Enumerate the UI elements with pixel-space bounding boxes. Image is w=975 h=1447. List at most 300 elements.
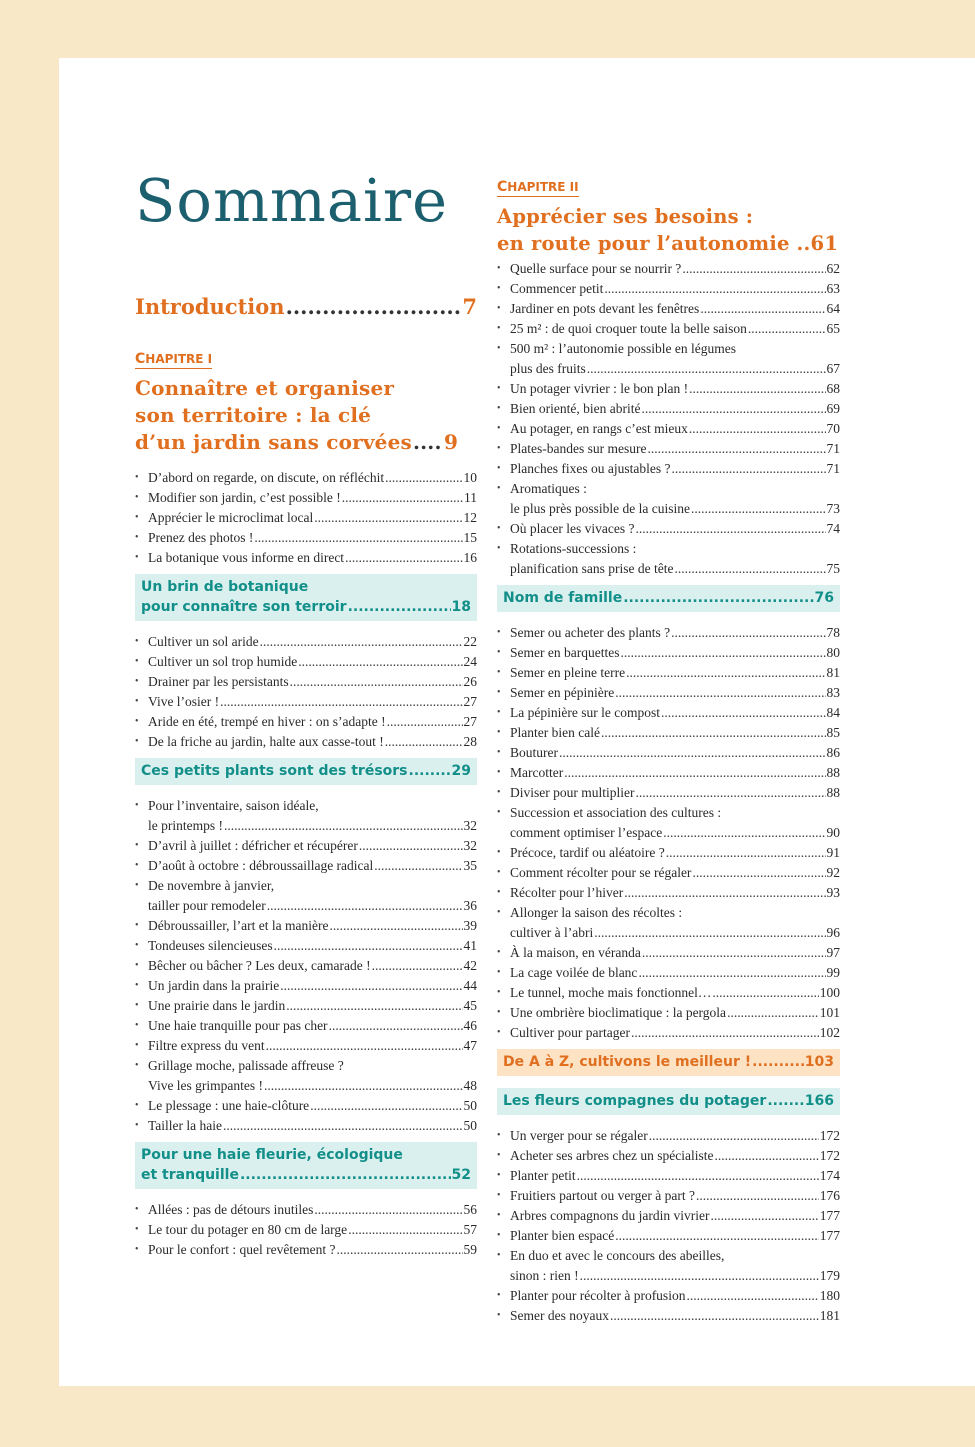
toc-item-page: 56 (463, 1202, 477, 1217)
leader-dots (615, 1226, 819, 1246)
leader-dots (286, 996, 462, 1016)
leader-dots (387, 712, 463, 732)
leader-dots (274, 936, 463, 956)
leader-dots (220, 692, 462, 712)
chapter-2-title-last: en route pour l’autonomie .. (497, 232, 811, 255)
leader-dots (671, 459, 825, 479)
chapter-1-title-line: Connaître et organiser (135, 376, 395, 400)
toc-item-text: • Allées : pas de détours inutiles (148, 1202, 314, 1217)
toc-item-text: • Bêcher ou bâcher ? Les deux, camarade ! (148, 958, 371, 973)
toc-item-text: • Récolter pour l’hiver (510, 885, 624, 900)
toc-item[interactable] (497, 339, 840, 379)
chapter-1-label-rest: HAPITRE I (145, 352, 213, 366)
toc-item-page: 177 (819, 1208, 840, 1223)
toc-item[interactable] (497, 479, 840, 519)
toc-item-text: • Drainer par les persistants (148, 674, 289, 689)
toc-item[interactable] (497, 843, 840, 863)
toc-item[interactable] (497, 683, 840, 703)
leader-dots (604, 279, 825, 299)
chapter-2-page: 61 (810, 232, 839, 255)
chapter-1-label (135, 351, 212, 369)
toc-item[interactable] (135, 956, 477, 976)
section-heading-page: 29 (451, 763, 471, 779)
toc-item-page: 101 (819, 1005, 840, 1020)
section-heading-text: Les fleurs compagnes du potager (503, 1093, 767, 1109)
leader-dots (623, 588, 813, 608)
toc-item-page: 179 (819, 1268, 840, 1283)
leader-dots (264, 1076, 462, 1096)
toc-item-text: • Cultiver un sol aride (148, 634, 259, 649)
toc-item[interactable] (135, 876, 477, 916)
toc-item-page: 69 (826, 401, 840, 416)
section-heading-line: Pour une haie fleurie, écologique (141, 1147, 403, 1163)
leader-dots (674, 559, 825, 579)
toc-item-page: 71 (826, 441, 840, 456)
leader-dots (385, 468, 462, 488)
toc-item[interactable] (135, 856, 477, 876)
toc-item[interactable] (497, 903, 840, 943)
toc-item[interactable] (497, 259, 840, 279)
chapter-1-page: 9 (443, 430, 459, 454)
toc-item-page: 64 (826, 301, 840, 316)
toc-item-page: 96 (826, 925, 840, 940)
toc-item-text: • Le plessage : une haie-clôture (148, 1098, 310, 1113)
toc-item[interactable] (497, 399, 840, 419)
toc-item[interactable] (497, 519, 840, 539)
toc-item-text-cont: comment optimiser l’espace (510, 825, 663, 840)
leader-dots (748, 319, 826, 339)
toc-item-text: • Pour l’inventaire, saison idéale, (148, 798, 319, 813)
toc-item[interactable] (497, 1206, 840, 1226)
toc-item[interactable] (135, 916, 477, 936)
toc-item[interactable] (135, 936, 477, 956)
toc-item[interactable] (497, 1023, 840, 1043)
toc-item[interactable] (135, 1096, 477, 1116)
toc-item-text: • Tondeuses silencieuses (148, 938, 273, 953)
toc-item-text: • Précoce, tardif ou aléatoire ? (510, 845, 665, 860)
toc-item-text: • Grillage moche, palissade affreuse ? (148, 1058, 344, 1073)
toc-item[interactable] (497, 1306, 840, 1326)
toc-item[interactable] (135, 488, 477, 508)
toc-item-page: 88 (826, 765, 840, 780)
toc-item-text-cont: cultiver à l’abri (510, 925, 594, 940)
leader-dots (649, 1126, 819, 1146)
leader-dots (689, 419, 826, 439)
toc-item-page: 10 (463, 470, 477, 485)
toc-item-text: • Où placer les vivaces ? (510, 521, 635, 536)
leader-dots (635, 519, 825, 539)
toc-item-page: 26 (463, 674, 477, 689)
toc-item-text: • Aromatiques : (510, 481, 587, 496)
toc-item-text: • Prenez des photos ! (148, 530, 254, 545)
toc-item-text: • Cultiver un sol trop humide (148, 654, 298, 669)
toc-item[interactable] (135, 1200, 477, 1220)
leader-dots (682, 259, 825, 279)
toc-item[interactable] (135, 1016, 477, 1036)
leader-dots (266, 1036, 463, 1056)
toc-item-text: • Cultiver pour partager (510, 1025, 630, 1040)
toc-item[interactable] (135, 996, 477, 1016)
leader-dots (686, 1286, 818, 1306)
toc-item[interactable] (135, 1240, 477, 1260)
toc-item-text: • Acheter ses arbres chez un spécialiste (510, 1148, 714, 1163)
section-items (135, 796, 477, 1136)
toc-item-text: • D’abord on regarde, on discute, on réfléchit (148, 470, 385, 485)
toc-item-page: 65 (826, 321, 840, 336)
toc-item-text-cont: Vive les grimpantes ! (148, 1078, 264, 1093)
section-items (135, 632, 477, 752)
toc-item[interactable] (497, 299, 840, 319)
chapter-1-items (135, 468, 477, 568)
leader-dots (689, 379, 825, 399)
leader-dots (359, 836, 463, 856)
leader-dots (715, 1146, 819, 1166)
toc-item-page: 84 (826, 705, 840, 720)
toc-item[interactable] (135, 796, 477, 836)
toc-item-text: • Un verger pour se régaler (510, 1128, 648, 1143)
chapter-2-label-rest: HAPITRE II (507, 180, 579, 194)
toc-item[interactable] (135, 508, 477, 528)
leader-dots (700, 299, 825, 319)
toc-item[interactable] (497, 623, 840, 643)
toc-item[interactable] (497, 1003, 840, 1023)
toc-item-text: • La botanique vous informe en direct (148, 550, 345, 565)
leader-dots (372, 956, 463, 976)
leader-dots (691, 499, 826, 519)
toc-item-page: 50 (463, 1098, 477, 1113)
toc-section (135, 1142, 477, 1260)
leader-dots (641, 399, 825, 419)
leader-dots (601, 723, 826, 743)
toc-item-page: 93 (826, 885, 840, 900)
leader-dots (290, 672, 463, 692)
toc-item-text: • Quelle surface pour se nourrir ? (510, 261, 682, 276)
leader-dots (587, 359, 826, 379)
toc-item-page: 172 (819, 1148, 840, 1163)
leader-dots (727, 1003, 819, 1023)
toc-item-text: • Semer ou acheter des plants ? (510, 625, 671, 640)
toc-item-text: • De novembre à janvier, (148, 878, 275, 893)
toc-item[interactable] (497, 1126, 840, 1146)
chapter-1-sections (135, 574, 477, 1260)
toc-item-page: 57 (463, 1222, 477, 1237)
toc-section (135, 758, 477, 1136)
leader-dots (559, 743, 826, 763)
toc-item-page: 27 (463, 694, 477, 709)
toc-item[interactable] (497, 439, 840, 459)
section-items (135, 1200, 477, 1260)
toc-item-page: 90 (826, 825, 840, 840)
toc-item[interactable] (497, 763, 840, 783)
toc-item[interactable] (497, 703, 840, 723)
toc-item-text: • Rotations-successions : (510, 541, 637, 556)
leader-dots (345, 548, 462, 568)
toc-item[interactable] (497, 723, 840, 743)
toc-item-page: 99 (826, 965, 840, 980)
toc-item[interactable] (135, 1220, 477, 1240)
toc-item[interactable] (497, 1286, 840, 1306)
toc-item-page: 75 (826, 561, 840, 576)
leader-dots (635, 783, 825, 803)
toc-item-text: • Un jardin dans la prairie (148, 978, 280, 993)
toc-item-page: 63 (826, 281, 840, 296)
toc-item-text: • Au potager, en rangs c’est mieux (510, 421, 688, 436)
toc-item[interactable] (135, 528, 477, 548)
toc-item-text: • Planter pour récolter à profusion (510, 1288, 686, 1303)
toc-item-text-cont: plus des fruits (510, 361, 586, 376)
chapter-1-title-line: son territoire : la clé (135, 403, 372, 427)
toc-item-page: 81 (826, 665, 840, 680)
leader-dots (564, 763, 825, 783)
toc-item[interactable] (135, 1116, 477, 1136)
toc-item[interactable] (497, 319, 840, 339)
leader-dots (286, 294, 462, 319)
toc-item-text: • Aride en été, trempé en hiver : on s’adapte ! (148, 714, 386, 729)
toc-item[interactable] (135, 976, 477, 996)
leader-dots (661, 703, 826, 723)
section-heading[interactable] (497, 1049, 840, 1076)
toc-item-page: 97 (826, 945, 840, 960)
toc-item[interactable] (497, 379, 840, 399)
toc-item-text: • Jardiner en pots devant les fenêtres (510, 301, 700, 316)
toc-item-text: • Une ombrière bioclimatique : la pergola (510, 1005, 727, 1020)
leader-dots (374, 856, 462, 876)
section-heading-page: 76 (814, 590, 834, 606)
section-heading-text: pour connaître son terroir (141, 599, 347, 615)
toc-section (497, 585, 840, 1043)
toc-item-text-cont: le plus près possible de la cuisine (510, 501, 690, 516)
toc-item-page: 181 (819, 1308, 840, 1323)
toc-item-page: 174 (819, 1168, 840, 1183)
toc-item-page: 48 (463, 1078, 477, 1093)
toc-item[interactable] (497, 803, 840, 843)
page-title: Sommaire (135, 166, 448, 235)
toc-item[interactable] (497, 1226, 840, 1246)
toc-item-text: • Vive l’osier ! (148, 694, 220, 709)
toc-item-text: • Fruitiers partout ou verger à part ? (510, 1188, 695, 1203)
toc-item[interactable] (497, 983, 840, 1003)
toc-item-text: • La pépinière sur le compost (510, 705, 660, 720)
toc-item-page: 100 (819, 985, 840, 1000)
toc-item-text: • Arbres compagnons du jardin vivrier (510, 1208, 710, 1223)
section-heading-text: Ces petits plants sont des trésors (141, 763, 408, 779)
leader-dots (626, 663, 825, 683)
toc-item-text: • D’août à octobre : débroussaillage radical (148, 858, 374, 873)
toc-item-page: 180 (819, 1288, 840, 1303)
toc-item-text: • Plates-bandes sur mesure (510, 441, 647, 456)
toc-section (497, 1088, 840, 1326)
toc-item-text: • Le tour du potager en 80 cm de large (148, 1222, 348, 1237)
toc-item-text: • Modifier son jardin, c’est possible ! (148, 490, 341, 505)
toc-item[interactable] (497, 459, 840, 479)
toc-item-text: • En duo et avec le concours des abeilles, (510, 1248, 725, 1263)
toc-item-text: • Semer en pépinière (510, 685, 615, 700)
toc-item-page: 42 (463, 958, 477, 973)
section-heading-page: 103 (804, 1054, 834, 1070)
introduction-entry[interactable] (135, 294, 477, 319)
leader-dots (348, 597, 451, 617)
leader-dots (696, 1186, 819, 1206)
leader-dots (624, 883, 825, 903)
leader-dots (329, 1016, 463, 1036)
toc-item[interactable] (497, 883, 840, 903)
toc-item-page: 177 (819, 1228, 840, 1243)
leader-dots (223, 1116, 462, 1136)
leader-dots (348, 1220, 462, 1240)
chapter-2 (497, 178, 840, 1326)
toc-section (135, 574, 477, 752)
toc-item-text: • Succession et association des cultures : (510, 805, 722, 820)
toc-item[interactable] (135, 548, 477, 568)
toc-item-page: 32 (463, 818, 477, 833)
toc-item-text: • Commencer petit (510, 281, 604, 296)
toc-item[interactable] (135, 632, 477, 652)
toc-item[interactable] (135, 692, 477, 712)
section-heading[interactable] (135, 758, 477, 785)
toc-item-text: • La cage voilée de blanc (510, 965, 638, 980)
toc-item-text: • Semer des noyaux (510, 1308, 609, 1323)
toc-item[interactable] (497, 279, 840, 299)
leader-dots (666, 843, 826, 863)
toc-item-page: 74 (826, 521, 840, 536)
toc-item[interactable] (135, 1036, 477, 1056)
leader-dots (336, 1240, 462, 1260)
toc-item-text-cont: sinon : rien ! (510, 1268, 579, 1283)
toc-item[interactable] (497, 943, 840, 963)
toc-item-page: 15 (463, 530, 477, 545)
leader-dots (280, 976, 462, 996)
toc-item-text: • Semer en barquettes (510, 645, 620, 660)
toc-item-text: • Planches fixes ou ajustables ? (510, 461, 671, 476)
toc-item[interactable] (135, 732, 477, 752)
leader-dots (254, 528, 462, 548)
section-heading[interactable] (497, 585, 840, 612)
toc-item[interactable] (135, 468, 477, 488)
leader-dots (642, 943, 826, 963)
leader-dots (298, 652, 462, 672)
toc-item-page: 41 (463, 938, 477, 953)
leader-dots (594, 923, 825, 943)
toc-item-page: 27 (463, 714, 477, 729)
leader-dots (712, 983, 818, 1003)
toc-item-text: • Planter petit (510, 1168, 576, 1183)
chapter-2-label-initial: C (497, 179, 508, 195)
toc-item-page: 32 (463, 838, 477, 853)
toc-item-text: • Allonger la saison des récoltes : (510, 905, 683, 920)
toc-item-page: 88 (826, 785, 840, 800)
section-heading[interactable] (135, 574, 477, 621)
leader-dots (314, 1200, 462, 1220)
leader-dots (647, 439, 825, 459)
toc-item-page: 102 (819, 1025, 840, 1040)
toc-item[interactable] (135, 1056, 477, 1096)
toc-item[interactable] (497, 783, 840, 803)
chapter-1-title[interactable] (135, 375, 477, 456)
toc-item-text: • Planter bien espacé (510, 1228, 615, 1243)
toc-item-text: • Une haie tranquille pour pas cher (148, 1018, 328, 1033)
section-heading-line: Un brin de botanique (141, 579, 309, 595)
toc-item-page: 83 (826, 685, 840, 700)
leader-dots (577, 1166, 819, 1186)
chapter-2-title-line: Apprécier ses besoins : (497, 205, 754, 228)
leader-dots (710, 1206, 818, 1226)
section-heading-text: Nom de famille (503, 590, 623, 606)
leader-dots (580, 1266, 819, 1286)
section-heading[interactable] (497, 1088, 840, 1115)
leader-dots (671, 623, 825, 643)
toc-item-text: • Filtre express du vent (148, 1038, 265, 1053)
toc-item-text: • Apprécier le microclimat local (148, 510, 314, 525)
toc-item-page: 44 (463, 978, 477, 993)
section-heading-page: 166 (804, 1093, 834, 1109)
toc-item-page: 47 (463, 1038, 477, 1053)
toc-page (59, 58, 975, 1386)
toc-item[interactable] (497, 539, 840, 579)
toc-item-text: • Une prairie dans le jardin (148, 998, 286, 1013)
toc-item-text: • Diviser pour multiplier (510, 785, 635, 800)
toc-item[interactable] (497, 419, 840, 439)
toc-item-page: 45 (463, 998, 477, 1013)
section-heading[interactable] (135, 1142, 477, 1189)
toc-item[interactable] (497, 863, 840, 883)
toc-item[interactable] (497, 1146, 840, 1166)
toc-item-text: • 25 m² : de quoi croquer toute la belle saison (510, 321, 747, 336)
leader-dots (692, 863, 825, 883)
toc-item-text: • Comment récolter pour se régaler (510, 865, 692, 880)
leader-dots (224, 816, 463, 836)
leader-dots (342, 488, 463, 508)
toc-item-page: 28 (463, 734, 477, 749)
toc-item[interactable] (497, 1166, 840, 1186)
chapter-1-label-initial: C (135, 351, 146, 367)
toc-item-page: 85 (826, 725, 840, 740)
toc-item[interactable] (135, 652, 477, 672)
toc-item-text: • Débroussailler, l’art et la manière (148, 918, 329, 933)
leader-dots (260, 632, 463, 652)
toc-item-text: • Tailler la haie (148, 1118, 223, 1133)
toc-item-text: • Le tunnel, moche mais fonctionnel… (510, 985, 712, 1000)
toc-item[interactable] (135, 672, 477, 692)
toc-item-page: 67 (826, 361, 840, 376)
leader-dots (240, 1165, 451, 1185)
chapter-2-title[interactable] (497, 203, 840, 257)
toc-item[interactable] (497, 963, 840, 983)
toc-item[interactable] (135, 836, 477, 856)
toc-item-text: • D’avril à juillet : défricher et récupérer (148, 838, 358, 853)
introduction-label: Introduction (135, 294, 285, 319)
toc-item[interactable] (497, 1186, 840, 1206)
section-heading-page: 18 (451, 599, 471, 615)
leader-dots (620, 643, 825, 663)
section-heading-text: et tranquille (141, 1167, 239, 1183)
toc-item[interactable] (497, 1246, 840, 1286)
toc-item[interactable] (497, 663, 840, 683)
leader-dots (330, 916, 463, 936)
toc-item-page: 80 (826, 645, 840, 660)
toc-item[interactable] (135, 712, 477, 732)
toc-item[interactable] (497, 643, 840, 663)
toc-item-page: 62 (826, 261, 840, 276)
chapter-2-label (497, 179, 579, 197)
leader-dots (409, 761, 451, 781)
toc-item-text: • Semer en pleine terre (510, 665, 626, 680)
leader-dots (638, 963, 825, 983)
toc-item-text: • À la maison, en véranda (510, 945, 641, 960)
chapter-2-sections (497, 585, 840, 1326)
leader-dots (752, 1052, 804, 1072)
leader-dots (413, 429, 443, 456)
toc-item[interactable] (497, 743, 840, 763)
